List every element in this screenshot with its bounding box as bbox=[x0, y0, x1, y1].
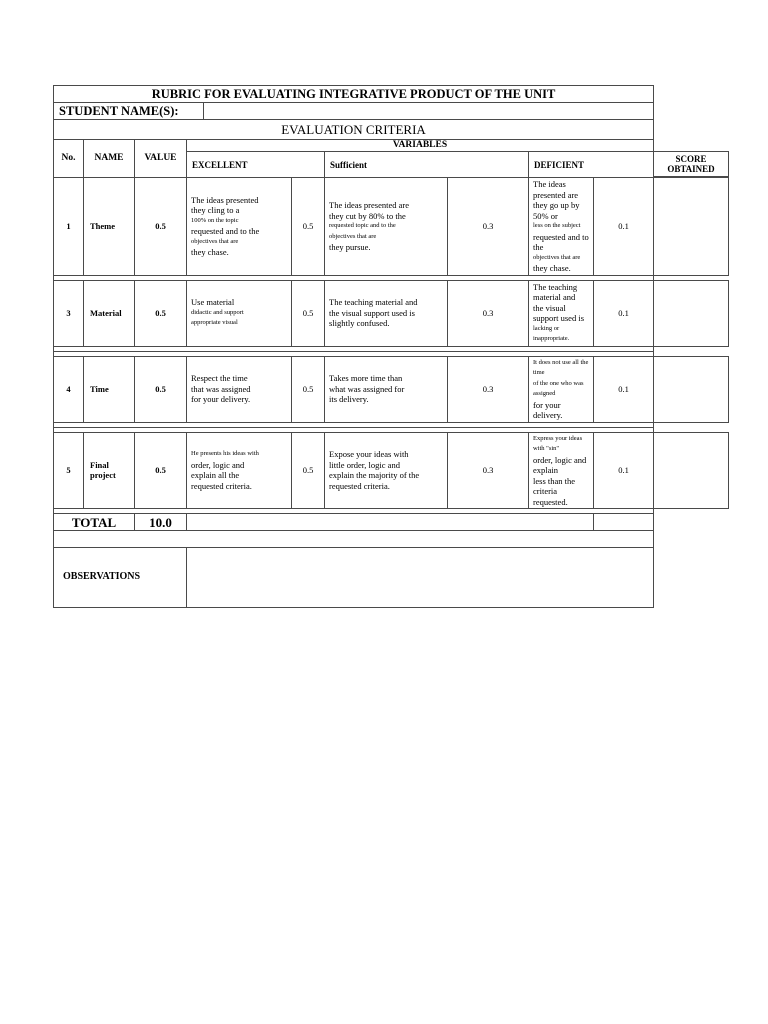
total-blank bbox=[187, 514, 594, 531]
desc-line: its delivery. bbox=[329, 394, 369, 405]
criterion-name: Theme bbox=[84, 178, 135, 276]
row-number: 4 bbox=[54, 356, 84, 422]
desc-line: less on the subject bbox=[533, 222, 581, 229]
excellent-description bbox=[187, 280, 292, 346]
desc-line: order, logic and explain bbox=[533, 454, 587, 475]
rubric-title: RUBRIC FOR EVALUATING INTEGRATIVE PRODUCT OF THE UNIT bbox=[54, 86, 654, 103]
total-value: 10.0 bbox=[135, 514, 187, 531]
criterion-value: 0.5 bbox=[135, 432, 187, 509]
criterion-value: 0.5 bbox=[135, 178, 187, 276]
row-number: 3 bbox=[54, 280, 84, 346]
desc-line: requested criteria. bbox=[191, 480, 252, 491]
excellent-description bbox=[187, 432, 292, 509]
desc-line: the visual support used is bbox=[533, 302, 584, 323]
header-deficient: DEFICIENT bbox=[529, 152, 654, 178]
score-obtained-cell[interactable] bbox=[654, 178, 729, 276]
desc-line: Takes more time than bbox=[329, 373, 403, 384]
excellent-description bbox=[187, 356, 292, 422]
sufficient-points: 0.3 bbox=[448, 280, 529, 346]
score-obtained-cell[interactable] bbox=[654, 356, 729, 422]
excellent-description bbox=[187, 178, 292, 276]
criterion-value: 0.5 bbox=[135, 356, 187, 422]
table-row bbox=[54, 178, 729, 276]
table-row bbox=[54, 432, 729, 509]
desc-line: The ideas presented are bbox=[533, 179, 579, 200]
header-score-line1: SCORE bbox=[675, 154, 707, 164]
desc-line: little order, logic and bbox=[329, 459, 400, 470]
row-number: 1 bbox=[54, 178, 84, 276]
score-obtained-cell[interactable] bbox=[654, 432, 729, 509]
desc-line: they cut by 80% to the bbox=[329, 210, 406, 221]
sufficient-description bbox=[325, 432, 448, 509]
excellent-points: 0.5 bbox=[292, 432, 325, 509]
evaluation-criteria-heading: EVALUATION CRITERIA bbox=[54, 120, 654, 140]
deficient-points: 0.1 bbox=[594, 280, 654, 346]
desc-line: they pursue. bbox=[329, 242, 371, 252]
desc-line: requested criteria. bbox=[329, 480, 390, 491]
desc-line: less than the criteria bbox=[533, 475, 576, 496]
desc-line: lacking or inappropriate. bbox=[533, 324, 570, 342]
desc-line: The teaching material and bbox=[533, 281, 578, 302]
desc-line: explain the majority of the bbox=[329, 470, 420, 481]
excellent-points: 0.5 bbox=[292, 356, 325, 422]
desc-line: what was assigned for bbox=[329, 383, 405, 394]
header-value: VALUE bbox=[135, 140, 187, 178]
total-score-cell[interactable] bbox=[594, 514, 654, 531]
deficient-description bbox=[529, 356, 594, 422]
total-row bbox=[54, 514, 729, 531]
desc-line: It does not use all the time bbox=[533, 358, 589, 376]
desc-line: that was assigned bbox=[191, 383, 251, 394]
header-score-obtained bbox=[654, 152, 729, 178]
desc-line: The ideas presented are bbox=[329, 200, 409, 210]
sufficient-description bbox=[325, 280, 448, 346]
sufficient-description bbox=[325, 356, 448, 422]
table-row bbox=[54, 280, 729, 346]
criterion-name: Final project bbox=[84, 432, 135, 509]
desc-line: the visual support used is bbox=[329, 307, 415, 318]
desc-line: of the one who was assigned bbox=[533, 379, 584, 397]
desc-line: explain all the bbox=[191, 470, 240, 481]
student-name-label: STUDENT NAME(S): bbox=[54, 103, 204, 120]
table-row bbox=[54, 356, 729, 422]
observations-row bbox=[54, 548, 729, 608]
header-variables: VARIABLES bbox=[187, 140, 654, 152]
desc-line: requested and to the bbox=[533, 231, 589, 252]
sufficient-description bbox=[325, 178, 448, 276]
score-obtained-cell[interactable] bbox=[654, 280, 729, 346]
desc-line: objectives that are bbox=[533, 253, 581, 261]
deficient-points: 0.1 bbox=[594, 178, 654, 276]
desc-line: slightly confused. bbox=[329, 318, 390, 329]
desc-line: The ideas presented bbox=[191, 194, 259, 205]
sufficient-points: 0.3 bbox=[448, 432, 529, 509]
desc-line: they chase. bbox=[533, 263, 571, 273]
deficient-points: 0.1 bbox=[594, 432, 654, 509]
total-label: TOTAL bbox=[54, 514, 135, 531]
criterion-value: 0.5 bbox=[135, 280, 187, 346]
header-name: NAME bbox=[84, 140, 135, 178]
excellent-points: 0.5 bbox=[292, 280, 325, 346]
excellent-points: 0.5 bbox=[292, 178, 325, 276]
criterion-name: Time bbox=[84, 356, 135, 422]
desc-line: The teaching material and bbox=[329, 297, 418, 308]
criterion-name: Material bbox=[84, 280, 135, 346]
rubric-table bbox=[53, 85, 729, 608]
header-sufficient: Sufficient bbox=[325, 152, 529, 178]
deficient-description bbox=[529, 432, 594, 509]
header-excellent: EXCELLENT bbox=[187, 152, 325, 178]
desc-line: 100% on the topic bbox=[191, 216, 239, 224]
desc-line: requested. bbox=[533, 496, 568, 507]
desc-line: they go up by 50% or bbox=[533, 200, 580, 221]
sufficient-points: 0.3 bbox=[448, 356, 529, 422]
deficient-points: 0.1 bbox=[594, 356, 654, 422]
desc-line: they cling to a bbox=[191, 205, 240, 216]
desc-line: requested topic and to the bbox=[329, 222, 396, 229]
desc-line: objectives that are bbox=[191, 237, 239, 245]
desc-line: Respect the time bbox=[191, 373, 248, 384]
deficient-description bbox=[529, 280, 594, 346]
sufficient-points: 0.3 bbox=[448, 178, 529, 276]
desc-line: objectives that are bbox=[329, 232, 377, 240]
desc-line: Use material bbox=[191, 297, 235, 308]
observations-label: OBSERVATIONS bbox=[54, 548, 187, 608]
spacer-row bbox=[54, 531, 654, 548]
row-number: 5 bbox=[54, 432, 84, 509]
desc-line: appropriate visual bbox=[191, 319, 238, 327]
desc-line: Expose your ideas with bbox=[329, 449, 409, 460]
student-name-field[interactable] bbox=[204, 103, 654, 120]
header-score-line2: OBTAINED bbox=[667, 164, 715, 174]
desc-line: requested and to the bbox=[191, 226, 260, 237]
desc-line: didactic and support bbox=[191, 308, 244, 316]
desc-line: for your delivery. bbox=[191, 394, 251, 405]
desc-line: Express your ideas with "sin" bbox=[533, 434, 583, 452]
deficient-description bbox=[529, 178, 594, 276]
header-no: No. bbox=[54, 140, 84, 178]
desc-line: order, logic and bbox=[191, 459, 245, 470]
desc-line: for your delivery. bbox=[533, 399, 563, 420]
desc-line: He presents his ideas with bbox=[191, 450, 259, 458]
observations-field[interactable] bbox=[187, 548, 654, 608]
desc-line: they chase. bbox=[191, 247, 229, 258]
